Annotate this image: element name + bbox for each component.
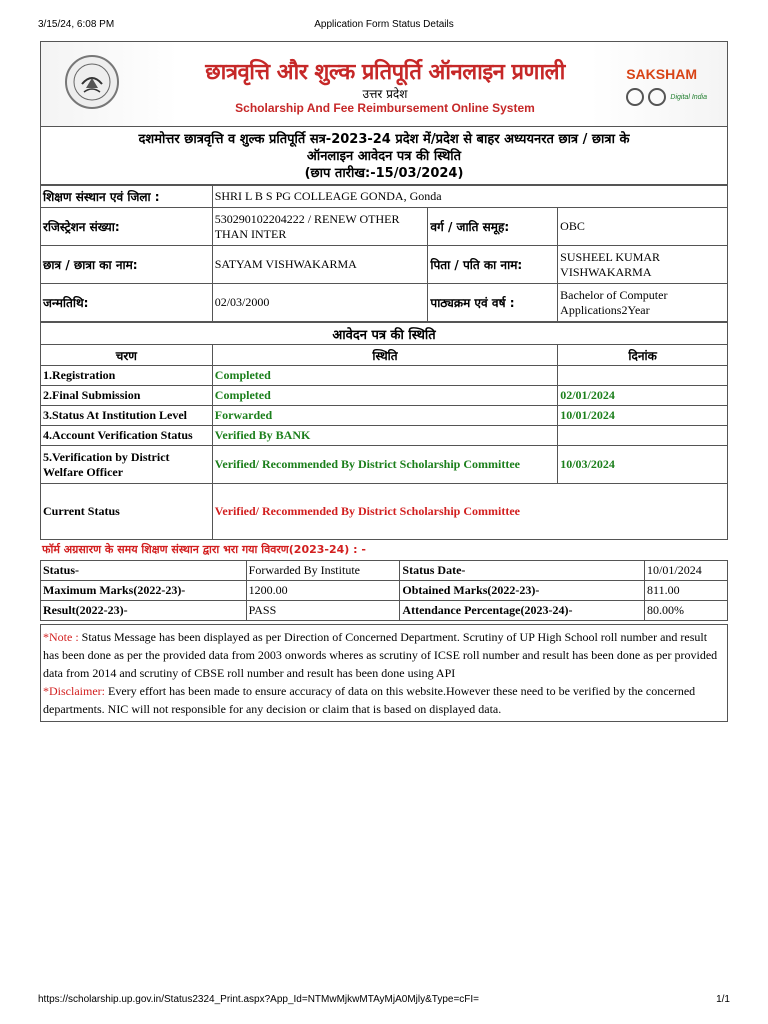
col-status-header: स्थिति — [212, 345, 557, 366]
dob-value: 02/03/2000 — [212, 284, 428, 322]
table-row — [41, 406, 728, 426]
table-row — [41, 581, 728, 601]
table-row — [41, 426, 728, 446]
table-header-row — [41, 345, 728, 366]
ff-result-label: Result(2022-23)- — [41, 601, 247, 621]
note-tag: *Note : — [43, 630, 79, 644]
status-cell: Completed — [212, 366, 557, 386]
print-header — [0, 0, 768, 40]
applicant-details-table — [40, 185, 728, 322]
table-row — [41, 446, 728, 484]
print-date: (छाप तारीख:-15/03/2024) — [304, 166, 464, 181]
col-date-header: दिनांक — [558, 345, 728, 366]
ff-result-value: PASS — [246, 601, 400, 621]
stage-cell: 3.Status At Institution Level — [41, 406, 213, 426]
session-line-2: ऑनलाइन आवेदन पत्र की स्थिति — [306, 149, 462, 164]
form-forward-heading: फॉर्म अग्रसारण के समय शिक्षण संस्थान द्वारा भरा गया विवरण(2023-24) : - — [42, 543, 366, 556]
table-row — [41, 208, 728, 246]
course-value: Bachelor of Computer Applications2Year — [558, 284, 728, 322]
current-status-label: Current Status — [41, 484, 213, 540]
banner-title-hindi: छात्रवृत्ति और शुल्क प्रतिपूर्ति ऑनलाइन प्रणाली — [205, 60, 565, 85]
partner-logo-icon — [648, 88, 666, 106]
registration-label: रजिस्ट्रेशन संख्या: — [41, 208, 213, 246]
stage-cell: 2.Final Submission — [41, 386, 213, 406]
document-body — [40, 41, 728, 722]
stage-cell: 5.Verification by District Welfare Officer — [41, 446, 213, 484]
page-url: https://scholarship.up.gov.in/Status2324_Print.aspx?App_Id=NTMwMjkwMTAyMjA0Mjly&Type=cFI= — [38, 994, 480, 1005]
note-paragraph — [43, 628, 725, 682]
ff-obtained-label: Obtained Marks(2022-23)- — [400, 581, 645, 601]
table-row — [41, 366, 728, 386]
print-datetime: 3/15/24, 6:08 PM — [38, 19, 115, 30]
banner-state-hindi: उत्तर प्रदेश — [362, 87, 408, 101]
table-row — [41, 284, 728, 322]
application-status-table — [40, 322, 728, 540]
session-line-1: दशमोत्तर छात्रवृत्ति व शुल्क प्रतिपूर्ति सत्र-2023-24 प्रदेश में/प्रदेश से बाहर अध्ययनरत छात्र / छात्रा के — [138, 132, 630, 147]
status-cell: Verified/ Recommended By District Scholarship Committee — [212, 446, 557, 484]
category-value: OBC — [558, 208, 728, 246]
father-name-value: SUSHEEL KUMAR VISHWAKARMA — [558, 246, 728, 284]
table-row — [41, 323, 728, 345]
partner-logo-icon — [626, 88, 644, 106]
table-row — [41, 186, 728, 208]
disclaimer-paragraph — [43, 682, 725, 718]
disclaimer-text: Every effort has been made to ensure accuracy of data on this website.However these need to be verified by the concerned departments. NIC will not responsible for any decision or claim that is based on displayed data. — [43, 684, 696, 716]
saksham-logo: SAKSHAM — [626, 66, 697, 82]
notes-box — [40, 624, 728, 722]
ff-max-marks-value: 1200.00 — [246, 581, 400, 601]
institution-value: SHRI L B S PG COLLEAGE GONDA, Gonda — [212, 186, 727, 208]
table-row — [41, 601, 728, 621]
page-number: 1/1 — [716, 994, 730, 1005]
site-banner — [40, 41, 728, 127]
date-cell — [558, 366, 728, 386]
col-stage-header: चरण — [41, 345, 213, 366]
ff-status-date-value: 10/01/2024 — [645, 561, 728, 581]
print-footer — [0, 994, 768, 1024]
current-status-value: Verified/ Recommended By District Scholarship Committee — [212, 484, 727, 540]
partner-logos — [626, 88, 707, 106]
date-cell: 10/03/2024 — [558, 446, 728, 484]
table-row — [41, 246, 728, 284]
dob-label: जन्मतिथि: — [41, 284, 213, 322]
student-name-label: छात्र / छात्रा का नाम: — [41, 246, 213, 284]
registration-value: 530290102204222 / RENEW OTHER THAN INTER — [212, 208, 428, 246]
status-cell: Completed — [212, 386, 557, 406]
institution-label: शिक्षण संस्थान एवं जिला : — [41, 186, 213, 208]
date-cell: 10/01/2024 — [558, 406, 728, 426]
table-row — [41, 561, 728, 581]
ff-obtained-value: 811.00 — [645, 581, 728, 601]
session-heading — [40, 127, 728, 185]
digital-india-logo: Digital India — [670, 93, 707, 101]
ff-max-marks-label: Maximum Marks(2022-23)- — [41, 581, 247, 601]
banner-title-english: Scholarship And Fee Reimbursement Online System — [235, 101, 535, 115]
father-name-label: पिता / पति का नाम: — [428, 246, 558, 284]
ff-status-label: Status- — [41, 561, 247, 581]
date-cell: 02/01/2024 — [558, 386, 728, 406]
current-status-row — [41, 484, 728, 540]
note-text: Status Message has been displayed as per Direction of Concerned Department. Scrutiny of UP High School roll number and result has been done as per the provided data from 2003 onwords wheres as scrutiny of ICSE roll number and result has been done as per provided data from 2014 and scrutiny of CBSE roll number and result has been done using API — [43, 630, 718, 680]
status-cell: Verified By BANK — [212, 426, 557, 446]
stage-cell: 1.Registration — [41, 366, 213, 386]
ff-attendance-value: 80.00% — [645, 601, 728, 621]
status-section-heading: आवेदन पत्र की स्थिति — [41, 323, 728, 345]
table-row — [41, 386, 728, 406]
disclaimer-tag: *Disclaimer: — [43, 684, 105, 698]
form-forward-table — [40, 560, 728, 621]
ff-status-date-label: Status Date- — [400, 561, 645, 581]
course-label: पाठ्यक्रम एवं वर्ष : — [428, 284, 558, 322]
date-cell — [558, 426, 728, 446]
ff-status-value: Forwarded By Institute — [246, 561, 400, 581]
print-title: Application Form Status Details — [314, 19, 454, 30]
student-name-value: SATYAM VISHWAKARMA — [212, 246, 428, 284]
status-cell: Forwarded — [212, 406, 557, 426]
stage-cell: 4.Account Verification Status — [41, 426, 213, 446]
category-label: वर्ग / जाति समूह: — [428, 208, 558, 246]
ff-attendance-label: Attendance Percentage(2023-24)- — [400, 601, 645, 621]
